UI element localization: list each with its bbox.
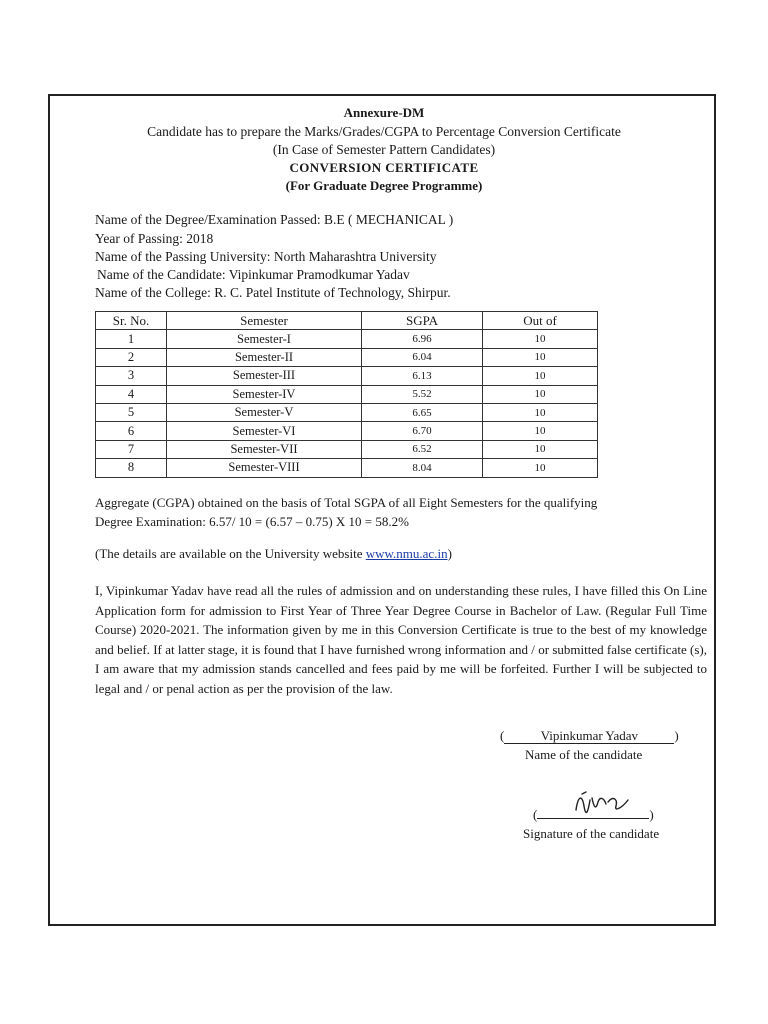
- table-row: [96, 459, 598, 477]
- table-row: [96, 403, 598, 421]
- aggregate-line-1: Aggregate (CGPA) obtained on the basis of Total SGPA of all Eight Semesters for the qualifying: [95, 495, 598, 510]
- candidate-name-block: [500, 728, 679, 744]
- cell-semester: Semester-I: [167, 330, 362, 348]
- cell-sgpa: 6.65: [362, 403, 483, 421]
- table-row: [96, 422, 598, 440]
- cell-sr-no: 4: [96, 385, 167, 403]
- table-row: [96, 367, 598, 385]
- cell-sgpa: 6.96: [362, 330, 483, 348]
- sgpa-table: [95, 311, 598, 478]
- cell-out-of: 10: [483, 440, 598, 458]
- cell-out-of: 10: [483, 367, 598, 385]
- aggregate-line-2: Degree Examination: 6.57/ 10 = (6.57 – 0.75) X 10 = 58.2%: [95, 514, 409, 529]
- cell-sr-no: 3: [96, 367, 167, 385]
- case-line: (In Case of Semester Pattern Candidates): [272, 142, 496, 157]
- cell-semester: Semester-VII: [167, 440, 362, 458]
- instruction-line: Candidate has to prepare the Marks/Grades/CGPA to Percentage Conversion Certificate: [147, 124, 621, 139]
- open-paren: (: [500, 728, 505, 743]
- cell-semester: Semester-VI: [167, 422, 362, 440]
- cell-out-of: 10: [483, 348, 598, 366]
- table-row: [96, 385, 598, 403]
- cell-out-of: 10: [483, 385, 598, 403]
- cell-sgpa: 6.13: [362, 367, 483, 385]
- name-label: Name of the candidate: [525, 747, 643, 762]
- close-paren: ): [649, 807, 654, 822]
- cell-semester: Semester-VIII: [167, 459, 362, 477]
- open-paren: (: [533, 807, 538, 822]
- cell-sr-no: 7: [96, 440, 167, 458]
- candidate-line: Name of the Candidate: Vipinkumar Pramodkumar Yadav: [97, 267, 410, 282]
- cell-sgpa: 6.04: [362, 348, 483, 366]
- header-sr-no: Sr. No.: [96, 312, 167, 330]
- table-row: [96, 348, 598, 366]
- cell-semester: Semester-IV: [167, 385, 362, 403]
- cell-sr-no: 1: [96, 330, 167, 348]
- cell-out-of: 10: [483, 403, 598, 421]
- cell-out-of: 10: [483, 422, 598, 440]
- cell-semester: Semester-V: [167, 403, 362, 421]
- header-sgpa: SGPA: [362, 312, 483, 330]
- signature-block: [533, 806, 654, 823]
- cell-sr-no: 2: [96, 348, 167, 366]
- year-line: Year of Passing: 2018: [95, 231, 214, 246]
- header-out-of: Out of: [483, 312, 598, 330]
- university-website-link[interactable]: www.nmu.ac.in: [365, 546, 448, 561]
- declaration-paragraph: I, Vipinkumar Yadav have read all the rules of admission and on understanding these rules, I have filled this On Line Application form for admission to First Year of Three Year Degree Course in Bachelor of Law. (Regular Full Time Course) 2020-2021. The information given by me in this Conversion Certificate is true to the best of my knowledge and belief. If at latter stage, it is found that I have furnished wrong information and / or submitted false certificate (s), I am aware that my admission stands cancelled and fees paid by me will be forfeited. Further I will be subjected to legal and / or penal action as per the provision of the law.: [95, 583, 707, 696]
- degree-line: Name of the Degree/Examination Passed: B.E ( MECHANICAL ): [95, 212, 454, 227]
- table-row: [96, 440, 598, 458]
- cell-out-of: 10: [483, 330, 598, 348]
- candidate-name-value: Vipinkumar Yadav: [504, 729, 674, 744]
- table-header-row: [96, 312, 598, 330]
- cell-semester: Semester-II: [167, 348, 362, 366]
- annexure-heading: Annexure-DM: [343, 105, 425, 120]
- programme-line: (For Graduate Degree Programme): [285, 178, 483, 193]
- aggregate-block: [95, 493, 675, 531]
- signature-label: Signature of the candidate: [523, 826, 660, 841]
- cell-out-of: 10: [483, 459, 598, 477]
- table-row: [96, 330, 598, 348]
- website-suffix: ): [447, 546, 452, 561]
- university-line: Name of the Passing University: North Maharashtra University: [95, 249, 437, 264]
- header-semester: Semester: [167, 312, 362, 330]
- website-note: [95, 546, 452, 562]
- close-paren: ): [674, 728, 679, 743]
- cell-sgpa: 5.52: [362, 385, 483, 403]
- college-line: Name of the College: R. C. Patel Institute of Technology, Shirpur.: [95, 285, 451, 300]
- cell-sr-no: 5: [96, 403, 167, 421]
- cell-sr-no: 8: [96, 459, 167, 477]
- signature-line: [537, 806, 649, 819]
- certificate-title: CONVERSION CERTIFICATE: [289, 160, 479, 175]
- cell-sr-no: 6: [96, 422, 167, 440]
- cell-sgpa: 6.52: [362, 440, 483, 458]
- website-prefix: (The details are available on the University website: [95, 546, 366, 561]
- cell-semester: Semester-III: [167, 367, 362, 385]
- cell-sgpa: 8.04: [362, 459, 483, 477]
- cell-sgpa: 6.70: [362, 422, 483, 440]
